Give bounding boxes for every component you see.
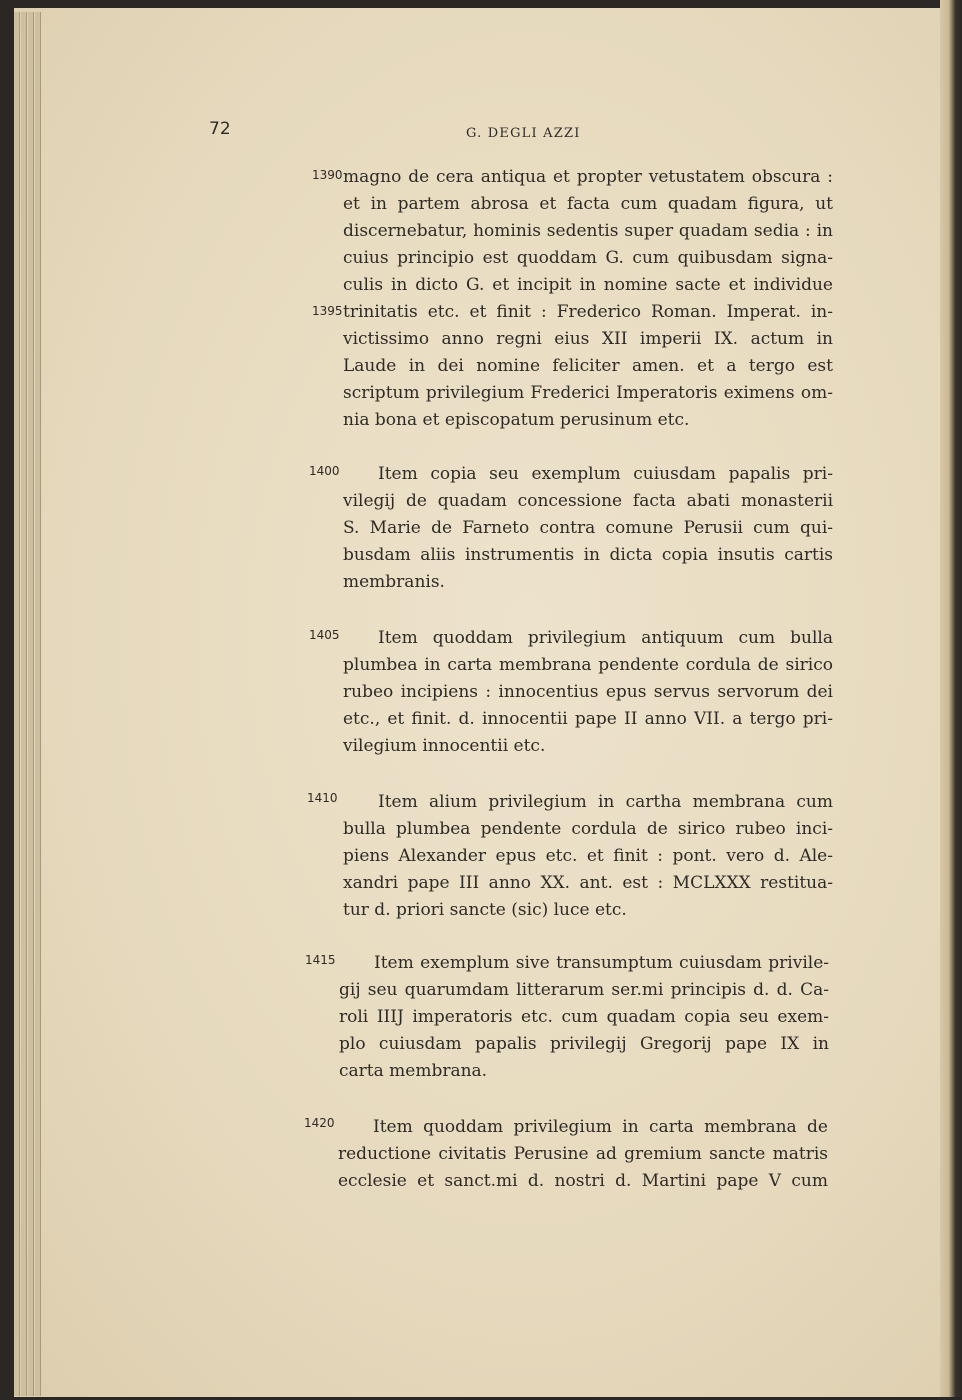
text-line: cuius principio est quoddam G. cum quibusdam signa- <box>343 248 833 268</box>
text-line: tur d. priori sancte (sic) luce etc. <box>343 900 627 920</box>
text-line: discernebatur, hominis sedentis super quadam sedia : in <box>343 221 833 241</box>
text-line: roli IIIJ imperatoris etc. cum quadam copia seu exem- <box>339 1007 829 1027</box>
page-stack-edge <box>28 12 34 1396</box>
page-stack-edge <box>14 12 20 1396</box>
text-line: Laude in dei nomine feliciter amen. et a tergo est <box>343 356 833 376</box>
text-line: reductione civitatis Perusine ad gremium sancte matris <box>338 1144 828 1164</box>
line-number: 1395 <box>312 304 343 318</box>
text-line: xandri pape III anno XX. ant. est : MCLXXX restitua- <box>343 873 833 893</box>
text-line: S. Marie de Farneto contra comune Perusii cum qui- <box>343 518 833 538</box>
text-line: rubeo incipiens : innocentius epus servus servorum dei <box>343 682 833 702</box>
text-line: Item quoddam privilegium in carta membrana de <box>373 1117 828 1137</box>
text-line: nia bona et episcopatum perusinum etc. <box>343 410 690 430</box>
text-line: Item alium privilegium in cartha membrana cum <box>378 792 833 812</box>
line-number: 1415 <box>305 953 336 967</box>
text-line: vilegium innocentii etc. <box>343 736 546 756</box>
text-line: plumbea in carta membrana pendente cordula de sirico <box>343 655 833 675</box>
text-line: ecclesie et sanct.mi d. nostri d. Martini pape V cum <box>338 1171 828 1191</box>
paragraph-entry <box>338 1114 828 1195</box>
text-line: membranis. <box>343 572 445 592</box>
text-line: carta membrana. <box>339 1061 488 1081</box>
page-number: 72 <box>209 119 231 139</box>
page-stack-edge <box>35 12 41 1396</box>
text-line: magno de cera antiqua et propter vetustatem obscura : <box>343 167 833 187</box>
text-line: piens Alexander epus etc. et finit : pont. vero d. Ale- <box>343 846 833 866</box>
text-line: Item quoddam privilegium antiquum cum bulla <box>378 628 833 648</box>
book-right-edge <box>940 0 962 1400</box>
text-line: et in partem abrosa et facta cum quadam figura, ut <box>343 194 833 214</box>
text-line: etc., et finit. d. innocentii pape II anno VII. a tergo pri- <box>343 709 833 729</box>
paragraph-entry <box>343 461 833 596</box>
running-head: G. DEGLI AZZI <box>466 126 581 141</box>
text-line: bulla plumbea pendente cordula de sirico rubeo inci- <box>343 819 833 839</box>
line-number: 1410 <box>307 791 338 805</box>
paragraph-continuation <box>343 164 833 434</box>
text-line: scriptum privilegium Frederici Imperatoris eximens om- <box>343 383 833 403</box>
book-spine-edge <box>0 0 14 1400</box>
text-line: busdam aliis instrumentis in dicta copia insutis cartis <box>343 545 833 565</box>
text-line: plo cuiusdam papalis privilegij Gregorij pape IX in <box>339 1034 829 1054</box>
text-line: Item copia seu exemplum cuiusdam papalis pri- <box>378 464 833 484</box>
text-line: gij seu quarumdam litterarum ser.mi principis d. d. Ca- <box>339 980 829 1000</box>
text-line: Item exemplum sive transumptum cuiusdam privile- <box>374 953 829 973</box>
paragraph-entry <box>343 789 833 924</box>
paragraph-entry <box>339 950 829 1085</box>
text-line: vilegij de quadam concessione facta abati monasterii <box>343 491 833 511</box>
text-line: victissimo anno regni eius XII imperii IX. actum in <box>343 329 833 349</box>
line-number: 1390 <box>312 168 343 182</box>
scan-top-edge <box>0 0 962 8</box>
paragraph-entry <box>343 625 833 760</box>
text-line: trinitatis etc. et finit : Frederico Roman. Imperat. in- <box>343 302 833 322</box>
text-line: culis in dicto G. et incipit in nomine sacte et individue <box>343 275 833 295</box>
line-number: 1420 <box>304 1116 335 1130</box>
line-number: 1400 <box>309 464 340 478</box>
line-number: 1405 <box>309 628 340 642</box>
page-stack-edge <box>21 12 27 1396</box>
